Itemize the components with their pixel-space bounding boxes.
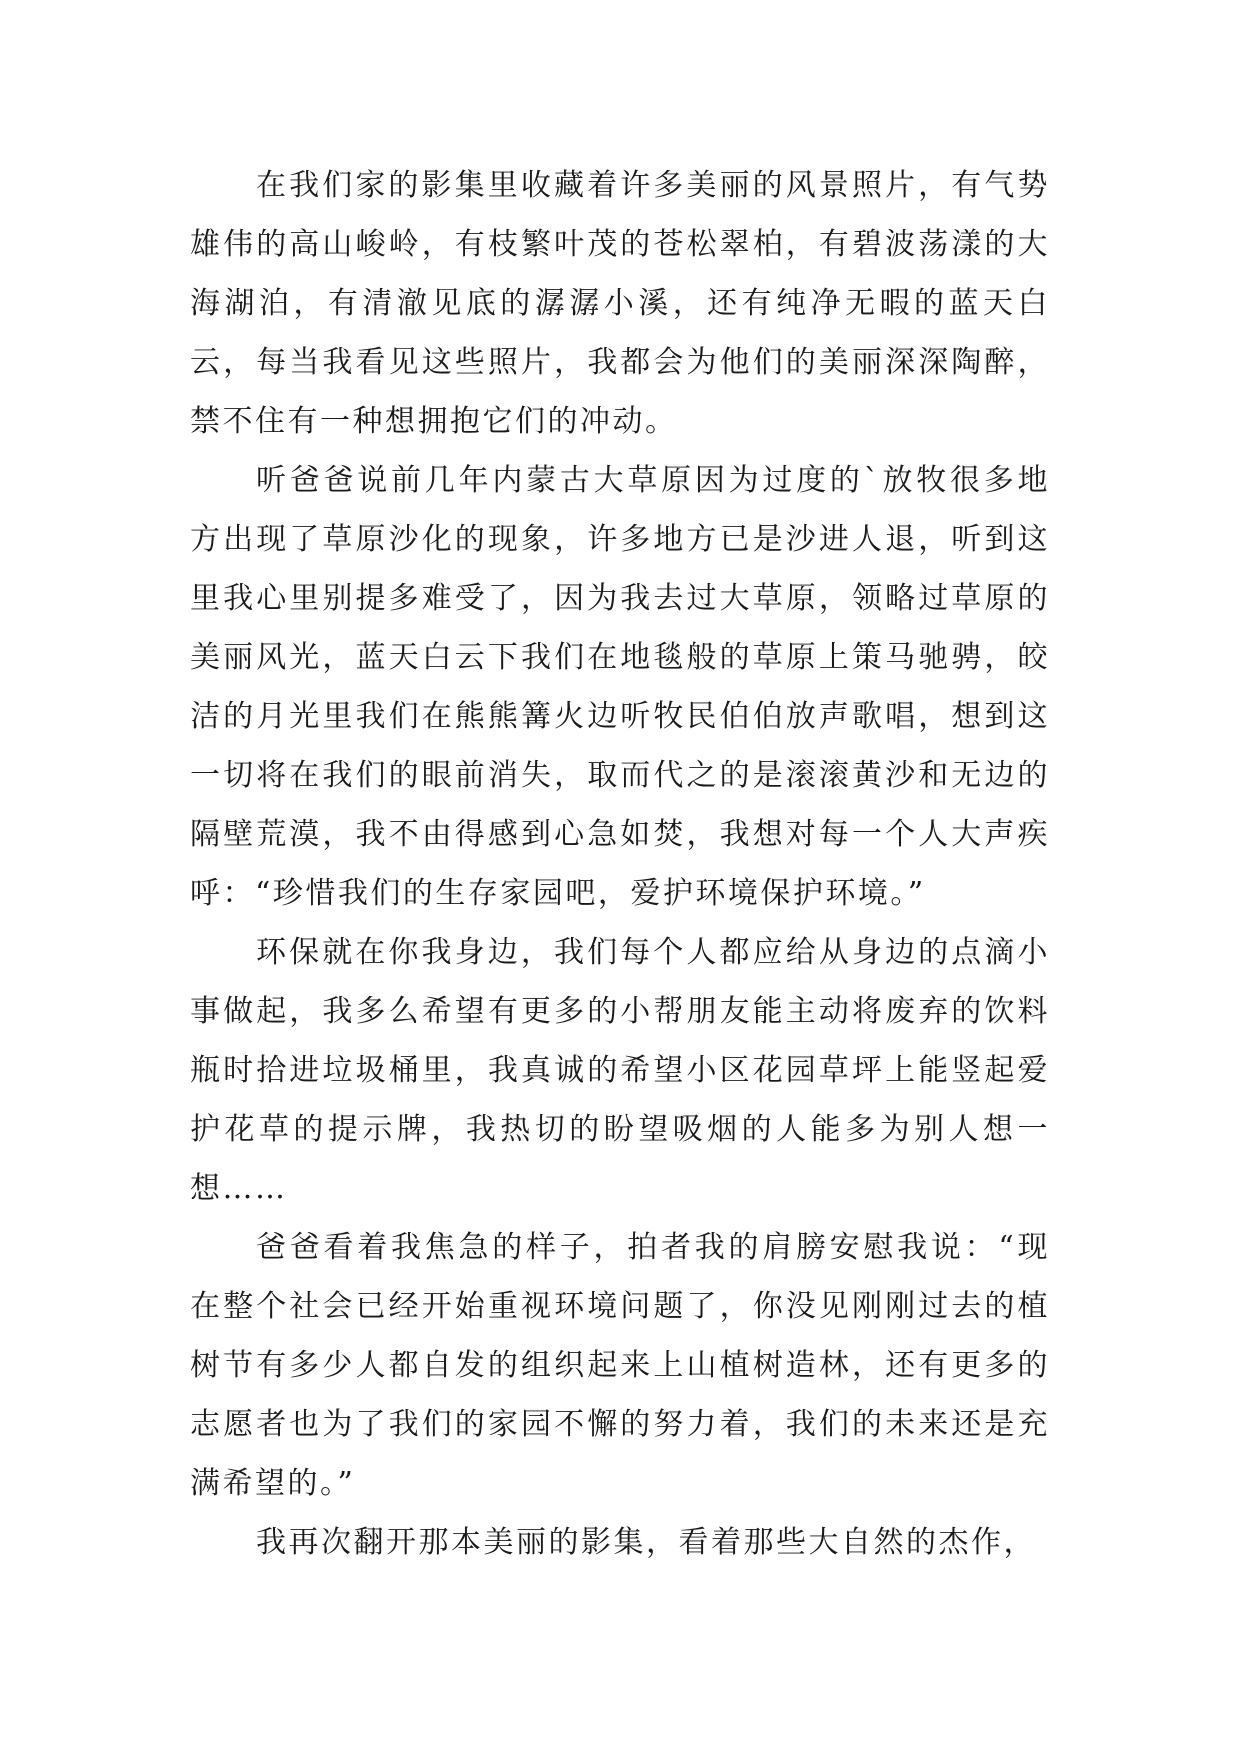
document-body [190, 156, 1050, 1572]
paragraph-3: 环保就在你我身边，我们每个人都应给从身边的点滴小事做起，我多么希望有更多的小帮朋友能主动将废弃的饮料瓶时拾进垃圾桶里，我真诚的希望小区花园草坪上能竖起爱护花草的提示牌，我热切的盼望吸烟的人能多为别人想一想…… [190, 935, 1050, 1206]
paragraph-2: 听爸爸说前几年内蒙古大草原因为过度的`放牧很多地方出现了草原沙化的现象，许多地方已是沙进人退，听到这里我心里别提多难受了，因为我去过大草原，领略过草原的美丽风光，蓝天白云下我们在地毯般的草原上策马驰骋，皎洁的月光里我们在熊熊篝火边听牧民伯伯放声歌唱，想到这一切将在我们的眼前消失，取而代之的是滚滚黄沙和无边的隔壁荒漠，我不由得感到心急如焚，我想对每一个人大声疾呼：“珍惜我们的生存家园吧，爱护环境保护环境。” [190, 463, 1050, 911]
paragraph-4: 爸爸看着我焦急的样子，拍者我的肩膀安慰我说：“现在整个社会已经开始重视环境问题了，你没见刚刚过去的植树节有多少人都自发的组织起来上山植树造林，还有更多的志愿者也为了我们的家园不懈的努力着，我们的未来还是充满希望的。” [190, 1230, 1050, 1501]
paragraph-5: 我再次翻开那本美丽的影集，看着那些大自然的杰作， [256, 1525, 1036, 1560]
paragraph-1: 在我们家的影集里收藏着许多美丽的风景照片，有气势雄伟的高山峻岭，有枝繁叶茂的苍松翠柏，有碧波荡漾的大海湖泊，有清澈见底的潺潺小溪，还有纯净无暇的蓝天白云，每当我看见这些照片，我都会为他们的美丽深深陶醉，禁不住有一种想拥抱它们的冲动。 [190, 168, 1050, 439]
